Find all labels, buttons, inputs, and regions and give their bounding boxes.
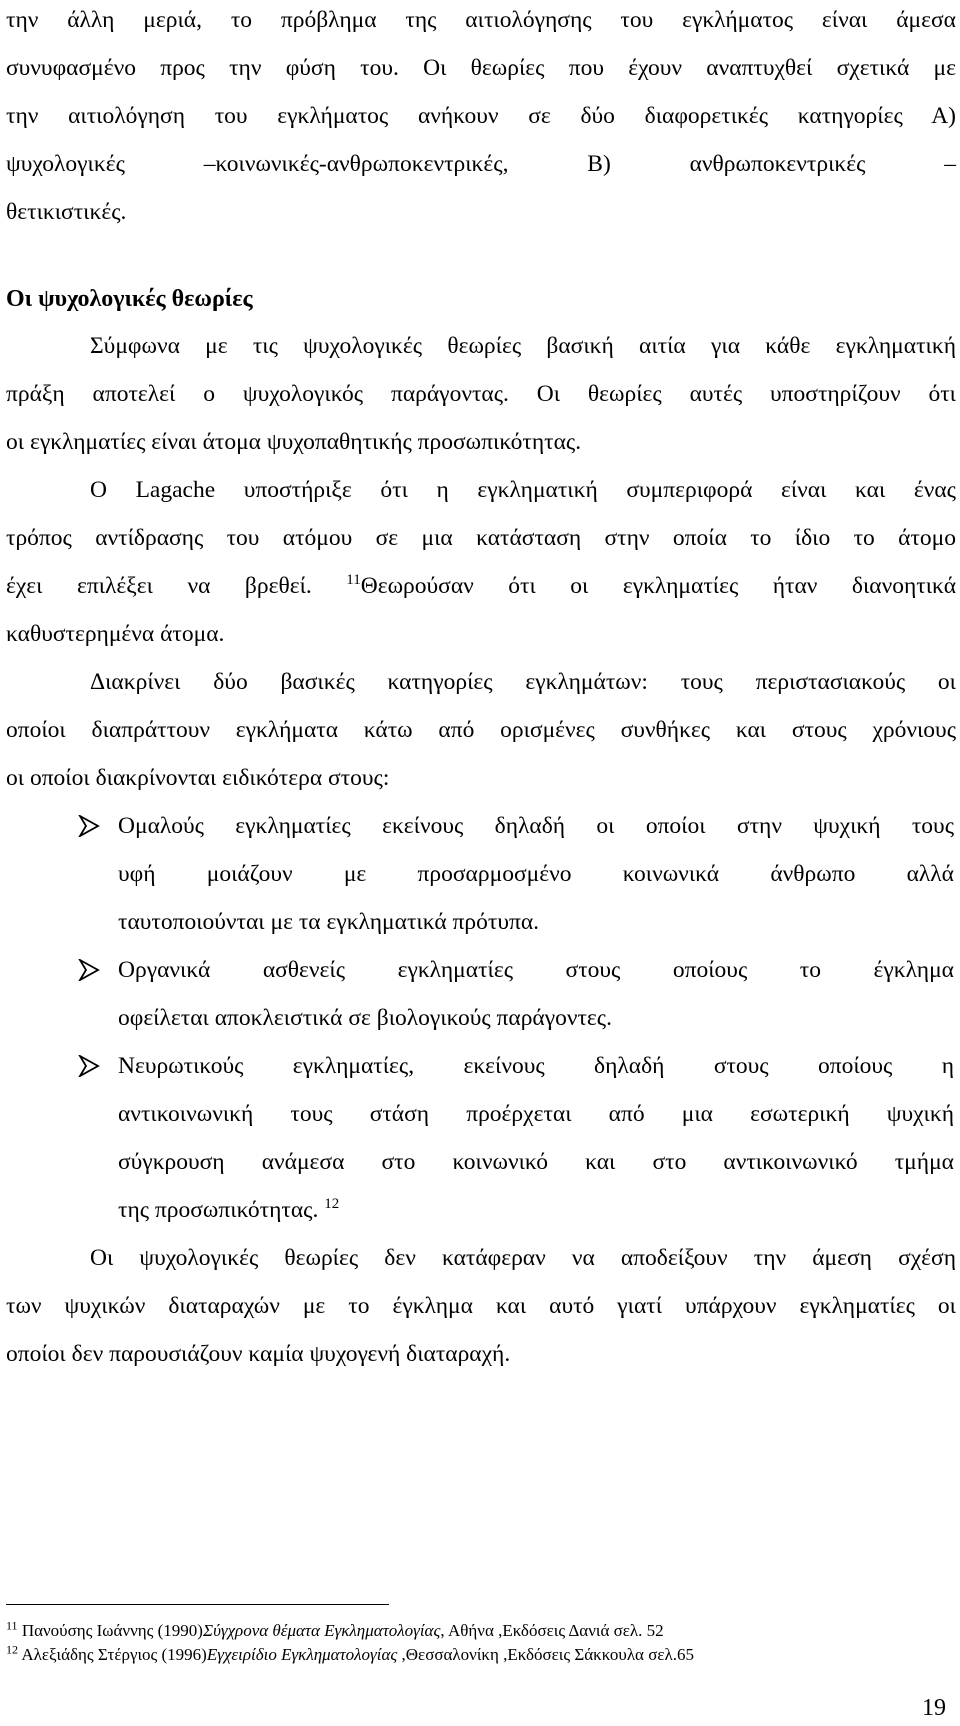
- bullet-item-organic: [118, 946, 954, 1042]
- footnote-number: 12: [6, 1642, 18, 1657]
- bullet-3-line-2: αντικοινωνική τους στάση προέρχεται από μια εσωτερική ψυχική: [118, 1101, 954, 1127]
- p3-line-3: οι οποίοι διακρίνονται ειδικότερα στους:: [6, 765, 390, 791]
- bullet-3-line-4: [118, 1186, 954, 1234]
- footnote-11: [6, 1620, 664, 1642]
- intro-line-5: θετικιστικές.: [6, 199, 127, 225]
- p2-line-3b: Θεωρούσαν ότι οι εγκληματίες ήταν διανοητικά: [360, 573, 957, 599]
- paragraph-lagache: [6, 466, 956, 658]
- footnote-separator: [6, 1604, 389, 1605]
- footnote-12: [6, 1644, 694, 1666]
- p1-line-3: οι εγκληματίες είναι άτομα ψυχοπαθητικής προσωπικότητας.: [6, 429, 582, 455]
- p2-line-1: Ο Lagache υποστήριξε ότι η εγκληματική συμπεριφορά είναι και ένας: [90, 477, 956, 503]
- paragraph-psychological: [6, 322, 956, 466]
- bullet-1-line-3: ταυτοποιούνται με τα εγκληματικά πρότυπα.: [118, 909, 540, 935]
- intro-line-4: ψυχολογικές –κοινωνικές-ανθρωποκεντρικές, Β) ανθρωποκεντρικές –: [6, 151, 956, 177]
- paragraph-categories: [6, 658, 956, 802]
- intro-line-3: την αιτιολόγηση του εγκλήματος ανήκουν σε δύο διαφορετικές κατηγορίες Α): [6, 103, 956, 129]
- p4-line-2: των ψυχικών διαταραχών με το έγκλημα και αυτό γιατί υπάρχουν εγκληματίες οι: [6, 1293, 956, 1319]
- arrowhead-bullet-icon: [78, 1055, 100, 1077]
- bullet-item-normal: [118, 802, 954, 946]
- footnote-title: Σύγχρονα θέματα Εγκληματολογίας: [202, 1621, 441, 1640]
- bullet-3-line-1: Νευρωτικούς εγκληματίες, εκείνους δηλαδή στους οποίους η: [118, 1053, 954, 1079]
- arrowhead-bullet-icon: [78, 815, 100, 837]
- paragraph-conclusion: [6, 1234, 956, 1378]
- p1-line-1: Σύμφωνα με τις ψυχολογικές θεωρίες βασική αιτία για κάθε εγκληματική: [90, 333, 956, 359]
- footnote-author: Αλεξιάδης Στέργιος (1996): [21, 1645, 207, 1664]
- p1-line-2: πράξη αποτελεί ο ψυχολογικός παράγοντας. Οι θεωρίες αυτές υποστηρίζουν ότι: [6, 381, 956, 407]
- footnote-rest: ,Θεσσαλονίκη ,Εκδόσεις Σάκκουλα σελ.65: [397, 1645, 695, 1664]
- arrowhead-bullet-icon: [78, 959, 100, 981]
- bullet-3-line-3: σύγκρουση ανάμεσα στο κοινωνικό και στο αντικοινωνικό τμήμα: [118, 1149, 954, 1175]
- footnote-ref-12: 12: [324, 1196, 340, 1213]
- footnote-title: Εγχειρίδιο Εγκληματολογίας: [206, 1645, 398, 1664]
- footnote-author: Πανούσης Ιωάννης (1990): [21, 1621, 203, 1640]
- footnote-ref-11: 11: [346, 572, 361, 589]
- bullet-item-neurotic: [118, 1042, 954, 1234]
- p4-line-3: οποίοι δεν παρουσιάζουν καμία ψυχογενή διαταραχή.: [6, 1341, 511, 1367]
- p3-line-2: οποίοι διαπράττουν εγκλήματα κάτω από ορισμένες συνθήκες και στους χρόνιους: [6, 717, 956, 743]
- bullet-3-line-4-text: της προσωπικότητας.: [118, 1197, 319, 1223]
- p2-line-4: καθυστερημένα άτομα.: [6, 621, 225, 647]
- intro-line-1: την άλλη μεριά, το πρόβλημα της αιτιολόγησης του εγκλήματος είναι άμεσα: [6, 7, 956, 33]
- p2-line-3a: έχει επιλέξει να βρεθεί.: [6, 573, 312, 599]
- p2-line-2: τρόπος αντίδρασης του ατόμου σε μια κατάσταση στην οποία το ίδιο το άτομο: [6, 525, 956, 551]
- intro-paragraph: [6, 0, 956, 236]
- footnote-number: 11: [6, 1618, 18, 1633]
- intro-line-2: συνυφασμένο προς την φύση του. Οι θεωρίες που έχουν αναπτυχθεί σχετικά με: [6, 55, 956, 81]
- p2-line-3: [6, 562, 956, 610]
- bullet-2-line-1: Οργανικά ασθενείς εγκληματίες στους οποίους το έγκλημα: [118, 957, 954, 983]
- bullet-1-line-2: υφή μοιάζουν με προσαρμοσμένο κοινωνικά άνθρωπο αλλά: [118, 861, 954, 887]
- section-heading: Οι ψυχολογικές θεωρίες: [6, 286, 253, 312]
- bullet-2-line-2: οφείλεται αποκλειστικά σε βιολογικούς παράγοντες.: [118, 1005, 612, 1031]
- p4-line-1: Οι ψυχολογικές θεωρίες δεν κατάφεραν να αποδείξουν την άμεση σχέση: [90, 1245, 956, 1271]
- footnote-rest: , Αθήνα ,Εκδόσεις Δανιά σελ. 52: [440, 1621, 664, 1640]
- page-number: 19: [922, 1695, 946, 1721]
- p3-line-1: Διακρίνει δύο βασικές κατηγορίες εγκλημάτων: τους περιστασιακούς οι: [90, 669, 956, 695]
- bullet-1-line-1: Ομαλούς εγκληματίες εκείνους δηλαδή οι οποίοι στην ψυχική τους: [118, 813, 954, 839]
